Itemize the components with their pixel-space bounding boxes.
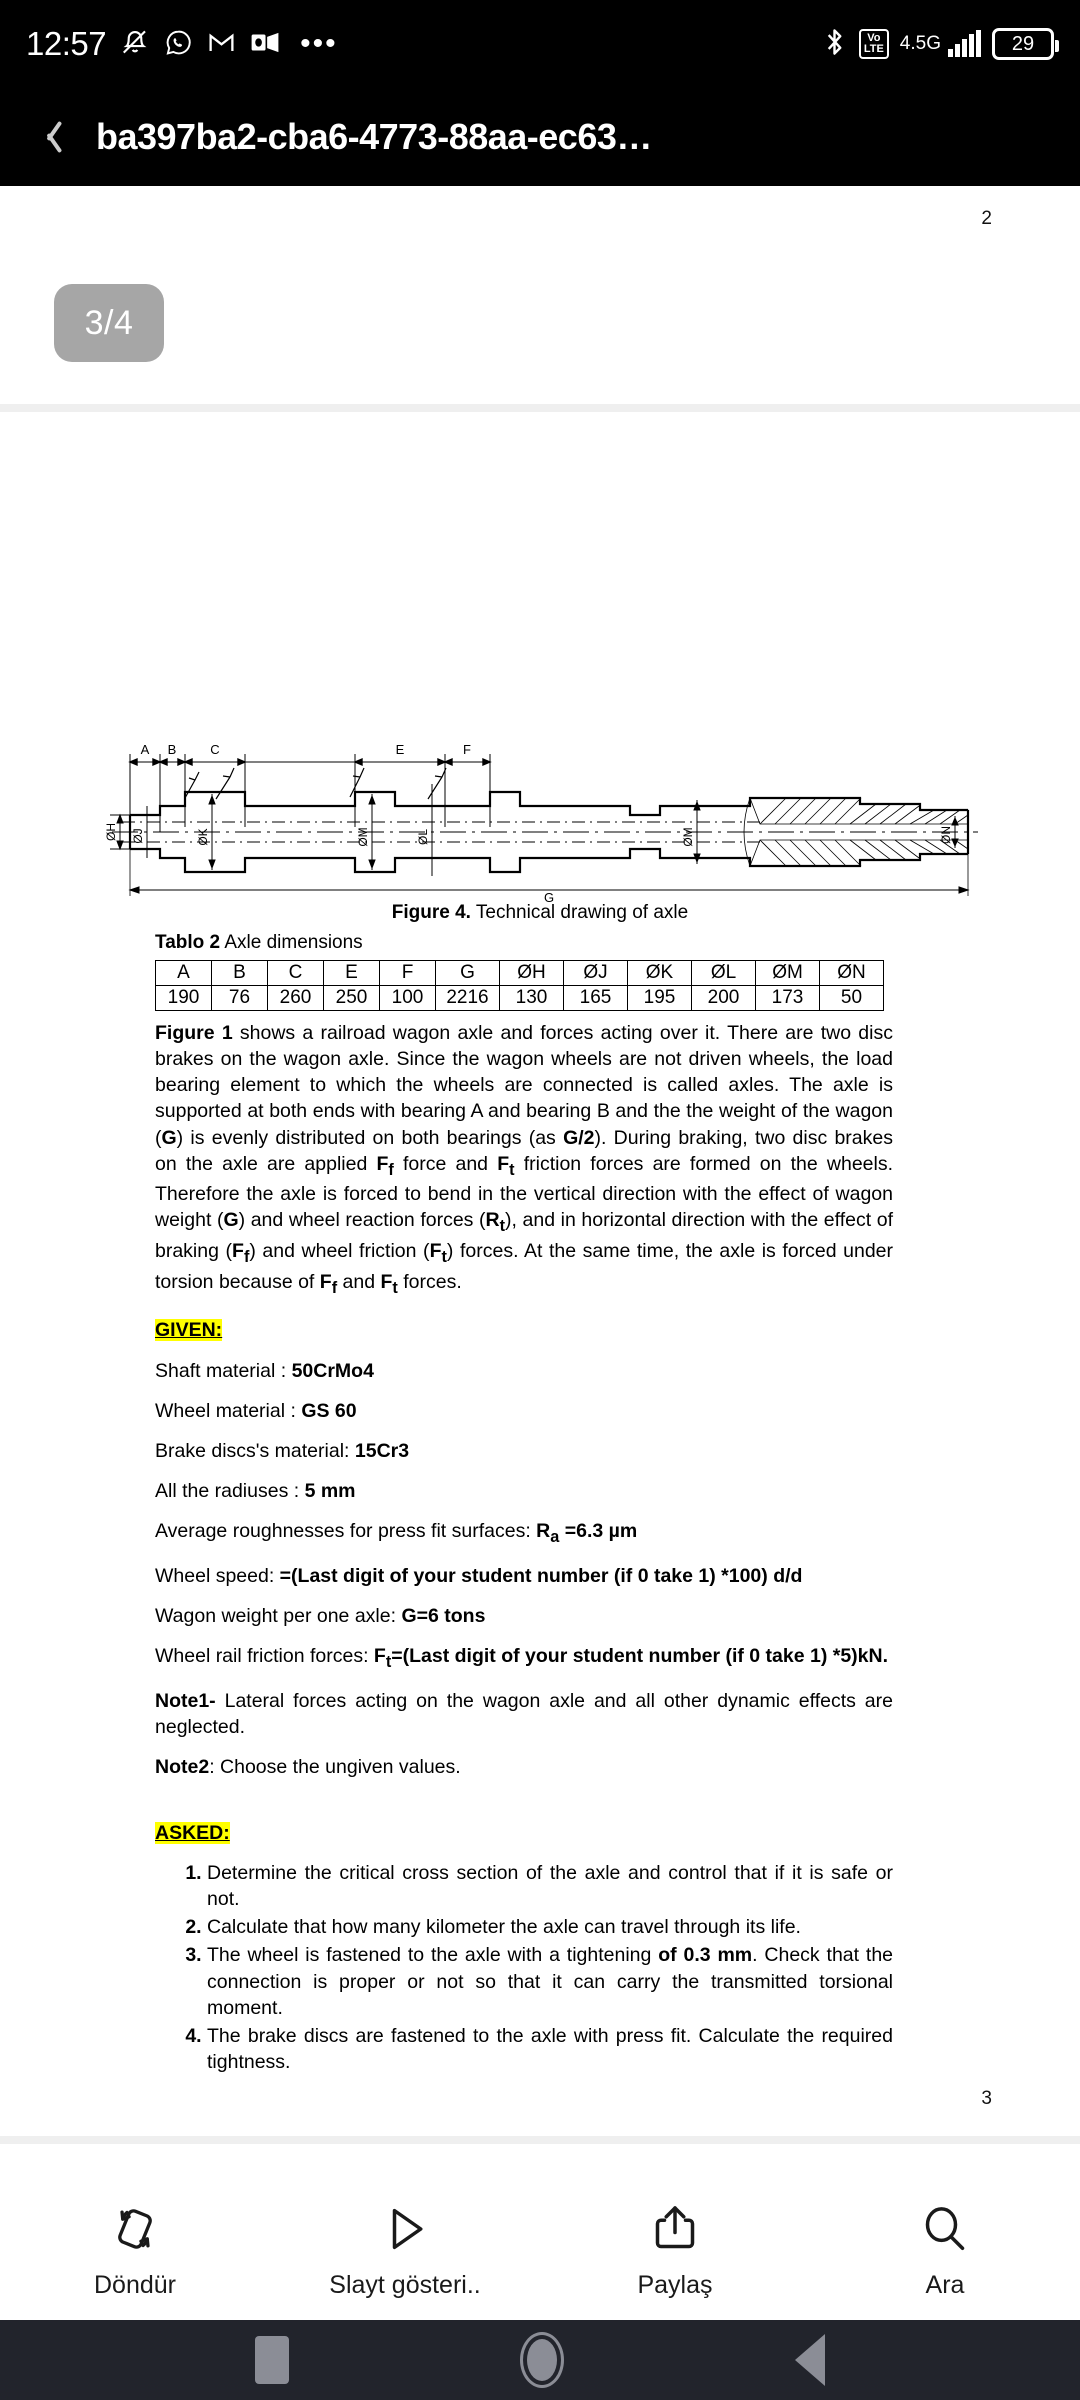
given-item-roughness: Average roughnesses for press fit surfaces: $R_a =6.3$ µm <box>155 1520 638 1546</box>
th-G: G <box>436 961 500 986</box>
td-OH: 130 <box>500 986 564 1011</box>
table-caption <box>155 932 363 954</box>
page-number-top: 2 <box>981 208 992 229</box>
note-1: Note1- Lateral forces acting on the wagon axle and all other dynamic effects are neglected. <box>155 1689 893 1738</box>
td-G: 2216 <box>436 986 500 1011</box>
recent-apps-icon[interactable] <box>255 2336 289 2384</box>
share-icon <box>647 2201 703 2257</box>
intro-paragraph: Figure 1 shows a railroad wagon axle and forces acting over it. There are two disc brakes on the wagon axle. Since the wagon wheels are not driven wheels, the load bearing element to which the wheels are connected is called axles. The axle is supported at both ends with bearing A and bearing B and the the weight of the wagon (G) is evenly distributed on both bearings (as G/2). During braking, two disc brakes on the axle are applied $F_f$ force and $F_t$ friction forces are formed on the wheels. Therefore the axle is forced to bend in the vertical direction with the effect of wagon weight (G) and wheel reaction forces $(R_t)$, and in horizontal direction with the effect of braking $(F_f)$ and wheel friction $(F_t)$ forces. At the same time, the axle is forced under torsion because of $F_f$ and $F_t$ forces. <box>155 1022 894 1297</box>
table-value-row <box>156 986 884 1011</box>
dim-label-A: A <box>140 742 150 757</box>
td-OM: 173 <box>756 986 820 1011</box>
given-item-shaft-material: Shaft material : 50CrMo4 <box>155 1359 374 1382</box>
dim-label-E: E <box>395 742 405 757</box>
back-button[interactable] <box>0 118 96 156</box>
th-F: F <box>380 961 436 986</box>
title-bar <box>0 88 1080 186</box>
td-B: 76 <box>212 986 268 1011</box>
bottom-toolbar <box>0 2180 1080 2320</box>
dia-label-OJ: ØJ <box>131 828 145 844</box>
td-ON: 50 <box>820 986 884 1011</box>
axle-dimensions-table <box>155 960 884 1011</box>
given-item-wheel-material: Wheel material : GS 60 <box>155 1399 357 1422</box>
note-2: Note2: Choose the ungiven values. <box>155 1755 461 1778</box>
dia-label-OH: ØH <box>104 823 118 841</box>
page-current <box>0 412 1080 2136</box>
page-indicator-badge: 3/4 <box>54 284 164 362</box>
page-number-bottom: 3 <box>981 2088 992 2109</box>
toolbar-search-button[interactable] <box>810 2201 1080 2300</box>
table-caption-text: Axle dimensions <box>220 932 363 953</box>
th-C: C <box>268 961 324 986</box>
given-item-radiuses: All the radiuses : 5 mm <box>155 1479 356 1502</box>
back-nav-icon[interactable] <box>795 2334 825 2386</box>
td-F: 100 <box>380 986 436 1011</box>
toolbar-slideshow-button[interactable] <box>270 2201 540 2300</box>
td-OJ: 165 <box>564 986 628 1011</box>
dia-label-OK: ØK <box>196 828 210 846</box>
figure-caption-label: Figure 4. <box>391 902 471 923</box>
td-OL: 200 <box>692 986 756 1011</box>
dia-label-OM1: ØM <box>356 827 370 847</box>
system-navigation-bar <box>0 2320 1080 2400</box>
signal-bars-icon <box>948 31 981 57</box>
bluetooth-icon <box>821 27 848 61</box>
back-chevron-icon <box>37 118 59 156</box>
search-icon <box>917 2201 973 2257</box>
asked-item-2: 2. Calculate that how many kilometer the axle can travel through its life. <box>207 1914 893 1940</box>
document-viewer[interactable] <box>0 186 1080 2180</box>
status-overflow-icon: ••• <box>300 27 338 60</box>
given-item-brake-disc-material: Brake discs's material: 15Cr3 <box>155 1439 410 1462</box>
status-bar <box>0 0 1080 88</box>
th-A: A <box>156 961 212 986</box>
asked-item-1: 1. Determine the critical cross section of the axle and control that if it is safe or not. <box>207 1860 893 1912</box>
toolbar-share-label: Paylaş <box>637 2270 713 2299</box>
battery-percent: 29 <box>1011 32 1035 55</box>
volte-icon: Vo LTE <box>859 29 889 59</box>
page-next <box>0 2144 1080 2180</box>
td-OK: 195 <box>628 986 692 1011</box>
whatsapp-icon <box>164 28 193 61</box>
dim-label-C: C <box>210 742 220 757</box>
figure-caption <box>0 902 1080 924</box>
th-OH: ØH <box>500 961 564 986</box>
given-item-wagon-weight: Wagon weight per one axle: G=6 tons <box>155 1604 486 1627</box>
th-OL: ØL <box>692 961 756 986</box>
signal-group <box>899 33 941 55</box>
table-caption-label: Tablo 2 <box>155 932 221 953</box>
axle-technical-drawing <box>100 732 980 902</box>
toolbar-slideshow-label: Slayt gösteri.. <box>329 2270 481 2299</box>
given-item-wheel-speed: Wheel speed: =(Last digit of your student number (if 0 take 1) *100) d/d <box>155 1564 803 1587</box>
dim-label-F: F <box>463 742 471 757</box>
table-header-row <box>156 961 884 986</box>
asked-item-4: 4. The brake discs are fastened to the axle with press fit. Calculate the required tightness. <box>207 2023 893 2075</box>
asked-heading-wrap <box>155 1820 893 1846</box>
gmail-icon <box>207 28 236 61</box>
status-bar-right <box>821 27 1054 61</box>
td-A: 190 <box>156 986 212 1011</box>
network-type-label: 4.5G <box>899 33 941 54</box>
rotate-icon <box>107 2201 163 2257</box>
td-E: 250 <box>324 986 380 1011</box>
mute-bell-icon <box>120 27 150 61</box>
td-C: 260 <box>268 986 324 1011</box>
given-heading: GIVEN: <box>155 1319 223 1342</box>
battery-indicator <box>992 28 1054 60</box>
status-bar-left <box>26 25 338 63</box>
given-item-rail-friction: Wheel rail friction forces: $F_t=(Last$ digit of your student number (if 0 take 1) *5)kN. <box>155 1644 889 1671</box>
dia-label-OL: ØL <box>416 828 430 846</box>
th-OM: ØM <box>756 961 820 986</box>
given-heading-wrap <box>155 1317 893 1343</box>
outlook-icon <box>250 29 280 60</box>
toolbar-rotate-button[interactable] <box>0 2201 270 2300</box>
toolbar-rotate-label: Döndür <box>94 2270 176 2299</box>
th-E: E <box>324 961 380 986</box>
th-OK: ØK <box>628 961 692 986</box>
home-icon[interactable] <box>520 2332 564 2388</box>
dim-label-B: B <box>167 742 177 757</box>
toolbar-share-button[interactable] <box>540 2201 810 2300</box>
status-clock: 12:57 <box>26 25 107 62</box>
asked-heading: ASKED: <box>155 1821 230 1844</box>
asked-item-3: 3. The wheel is fastened to the axle with a tightening of 0.3 mm. Check that the connection is proper or not so that it can carry the transmitted torsional moment. <box>207 1942 893 2020</box>
figure-caption-text: Technical drawing of axle <box>470 902 689 923</box>
asked-list <box>185 1860 893 2075</box>
play-slideshow-icon <box>377 2201 433 2257</box>
document-body <box>155 1020 893 2077</box>
toolbar-search-label: Ara <box>925 2270 965 2299</box>
th-ON: ØN <box>820 961 884 986</box>
dia-label-ON: ØN <box>939 826 953 844</box>
dia-label-OM2: ØM <box>681 827 695 847</box>
document-title: ba397ba2-cba6-4773-88aa-ec63… <box>96 116 652 157</box>
th-B: B <box>212 961 268 986</box>
th-OJ: ØJ <box>564 961 628 986</box>
intro-figure-ref: Figure 1 <box>155 1022 233 1044</box>
dim-label-G: G <box>543 890 555 902</box>
